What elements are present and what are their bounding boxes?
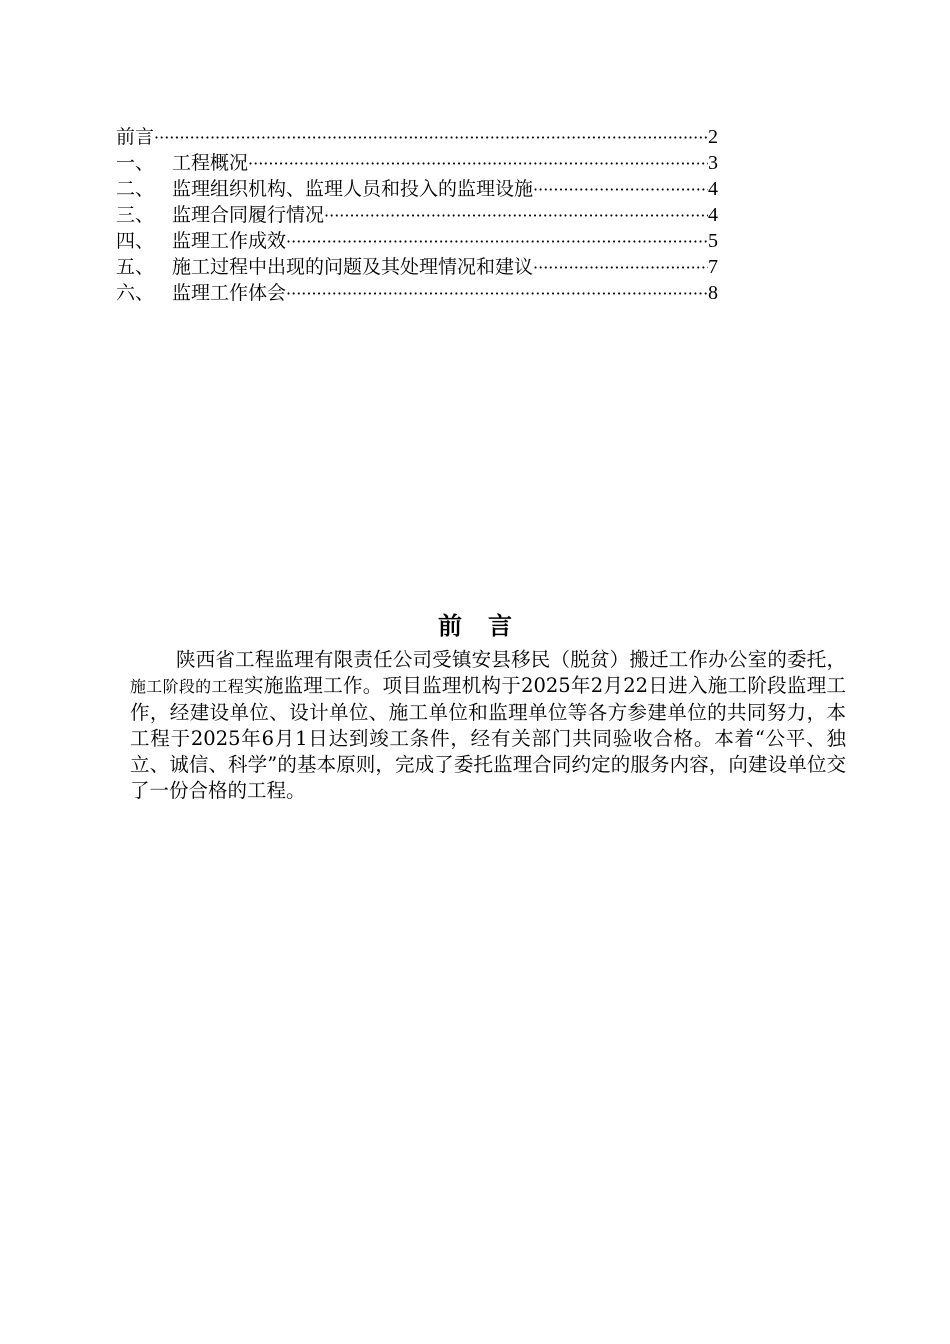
toc-leader-dots bbox=[533, 255, 708, 280]
toc-entry-number: 六、 bbox=[116, 282, 155, 304]
toc-entry-page: 8 bbox=[708, 282, 718, 304]
toc-entry-number: 四、 bbox=[116, 230, 155, 252]
toc-leader-dots bbox=[533, 177, 708, 202]
toc-entry-title: 施工过程中出现的问题及其处理情况和建议 bbox=[172, 256, 534, 278]
toc-entry-1[interactable] bbox=[116, 150, 718, 176]
toc-entry-title: 监理工作成效 bbox=[172, 230, 287, 252]
toc-leader-dots bbox=[286, 281, 708, 306]
toc-leader-dots bbox=[324, 203, 708, 228]
toc-leader-dots bbox=[248, 151, 708, 176]
toc-entry-number: 三、 bbox=[116, 204, 155, 226]
toc-entry-title: 监理工作体会 bbox=[172, 282, 287, 304]
toc-leader-dots bbox=[286, 229, 708, 254]
table-of-contents bbox=[116, 124, 718, 306]
toc-entry-page: 4 bbox=[708, 178, 718, 200]
toc-entry-page: 7 bbox=[708, 256, 718, 278]
preface-text-part: 陕西省工程监理有限责任公司受镇安县移民（脱贫）搬迁工作办公室的委托， bbox=[176, 648, 846, 671]
toc-entry-5[interactable] bbox=[116, 254, 718, 280]
toc-entry-number: 五、 bbox=[116, 256, 155, 278]
toc-entry-preface[interactable] bbox=[116, 124, 718, 150]
toc-entry-number: 二、 bbox=[116, 178, 155, 200]
toc-entry-title: 监理合同履行情况 bbox=[172, 204, 325, 226]
toc-entry-title: 监理组织机构、监理人员和投入的监理设施 bbox=[172, 178, 534, 200]
toc-entry-number: 一、 bbox=[116, 152, 155, 174]
preface-heading: 前言 bbox=[438, 611, 538, 640]
toc-entry-title: 工程概况 bbox=[172, 152, 249, 174]
toc-entry-3[interactable] bbox=[116, 202, 718, 228]
preface-text-small-part: 施工阶段的工程 bbox=[130, 677, 245, 696]
toc-entry-page: 3 bbox=[708, 152, 718, 174]
toc-entry-title: 前言 bbox=[116, 126, 155, 148]
toc-entry-2[interactable] bbox=[116, 176, 718, 202]
toc-leader-dots bbox=[154, 125, 708, 150]
toc-entry-page: 2 bbox=[708, 126, 718, 148]
preface-paragraph bbox=[130, 647, 846, 804]
preface-text-part: 实施监理工作。项目监理机构于2025年2月22日进入施工阶段监理工作，经建设单位、设计单位、施工单位和监理单位等各方参建单位的共同努力，本工程于2025年6月1日达到竣工条件，经有关部门共同验收合格。本着“公平、独立、诚信、科学”的基本原则，完成了委托监理合同约定的服务内容，向建设单位交了一份合格的工程。 bbox=[130, 674, 846, 802]
toc-entry-page: 5 bbox=[708, 230, 718, 252]
toc-entry-4[interactable] bbox=[116, 228, 718, 254]
toc-entry-6[interactable] bbox=[116, 280, 718, 306]
toc-entry-page: 4 bbox=[708, 204, 718, 226]
